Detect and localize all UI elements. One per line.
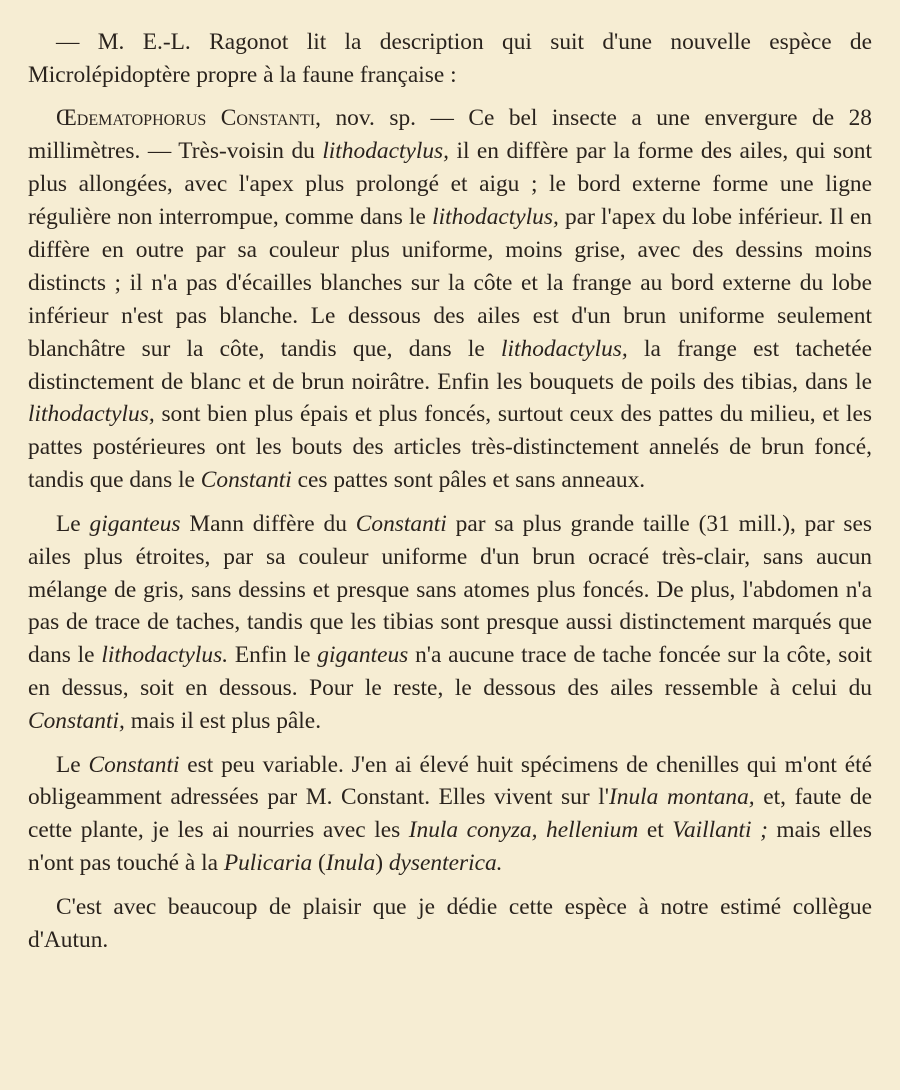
body-text: ): [375, 850, 389, 877]
italic-taxon-text: lithodactylus,: [432, 204, 559, 231]
body-text: Le: [56, 510, 90, 537]
italic-taxon-text: Vaillanti ;: [672, 817, 768, 844]
body-text: n'a aucune trace de tache foncée sur la côte, soit en dessus, soit en dessous. Pour le reste, le dessous des ailes ressemble à celui du: [28, 642, 873, 702]
body-text: et, faute de cette plante, je les ai nourries avec les: [28, 784, 872, 844]
body-text: Mann diffère du: [180, 510, 356, 537]
body-text: par l'apex du lobe inférieur. Il en diffère en outre par sa couleur plus uniforme, moins grise, avec des dessins moins distincts ; il n'a pas d'écailles blanches sur la côte et la frange au bord externe du lobe inférieur n'est pas blanche. Le dessous des ailes est d'un brun uniforme seulement blanchâtre sur la côte, tandis que, dans le: [28, 204, 872, 362]
body-text: — M. E.-L. Ragonot lit la description qui suit d'une nouvelle espèce de Microlépidoptère propre à la faune française :: [28, 29, 872, 88]
italic-taxon-text: lithodactylus.: [101, 642, 229, 669]
species-name-heading: Œdematophorus Constanti: [56, 105, 316, 132]
body-text: , nov. sp. — Ce bel insecte a une envergure de 28 millimètres. — Très-voisin du: [28, 105, 872, 165]
italic-taxon-text: Inula montana,: [608, 784, 755, 811]
italic-taxon-text: Constanti: [88, 751, 180, 778]
italic-taxon-text: Inula: [325, 850, 376, 877]
italic-taxon-text: Constanti: [200, 467, 292, 494]
body-text: mais elles n'ont pas touché à la: [28, 817, 873, 877]
italic-taxon-text: lithodactylus,: [322, 138, 449, 165]
italic-taxon-text: lithodactylus,: [501, 335, 628, 362]
body-text: par sa plus grande taille (31 mill.), par ses ailes plus étroites, par sa couleur uniforme d'un brun ocracé très-clair, sans aucun mélange de gris, sans dessins et presque sans atomes plus foncés. De plus, l'abdomen n'a pas de trace de taches, tandis que les tibias sont presque aussi distinctement marqués que dans le: [28, 510, 872, 669]
species-description-paragraph: [28, 102, 872, 497]
italic-taxon-text: dysenterica.: [388, 850, 503, 877]
italic-taxon-text: Pulicaria: [223, 850, 313, 877]
italic-taxon-text: Constanti,: [28, 708, 125, 735]
italic-taxon-text: giganteus: [89, 510, 181, 537]
body-text: sont bien plus épais et plus foncés, surtout ceux des pattes du milieu, et les pattes postérieures ont les bouts des articles très-distinctement annelés de brun foncé, tandis que dans le: [28, 401, 872, 494]
italic-taxon-text: Inula conyza, hellenium: [408, 817, 639, 844]
body-text: C'est avec beaucoup de plaisir que je dédie cette espèce à notre estimé collègue d'Autun.: [28, 893, 872, 953]
intro-paragraph: [28, 26, 872, 92]
italic-taxon-text: Constanti: [355, 510, 447, 537]
italic-taxon-text: giganteus: [317, 642, 409, 669]
body-text: il en diffère par la forme des ailes, qui sont plus allongées, avec l'apex plus prolongé et aigu ; le bord externe forme une ligne régulière non interrompue, comme dans le: [28, 138, 872, 231]
dedication-paragraph: [28, 891, 872, 957]
body-text: est peu variable. J'en ai élevé huit spécimens de chenilles qui m'ont été obligeamment adressées par M. Constant. Elles vivent sur l': [28, 751, 872, 811]
body-text: et: [638, 817, 673, 844]
giganteus-comparison-paragraph: [28, 508, 872, 738]
italic-taxon-text: lithodactylus,: [28, 401, 155, 428]
body-text: (: [312, 850, 326, 877]
body-text: ces pattes sont pâles et sans anneaux.: [291, 467, 646, 494]
body-text: Enfin le: [228, 642, 318, 669]
body-text: Le: [56, 751, 89, 778]
variability-paragraph: [28, 749, 872, 881]
body-text: mais il est plus pâle.: [124, 708, 322, 735]
body-text: la frange est tachetée distinctement de blanc et de brun noirâtre. Enfin les bouquets de poils des tibias, dans le: [28, 335, 872, 395]
